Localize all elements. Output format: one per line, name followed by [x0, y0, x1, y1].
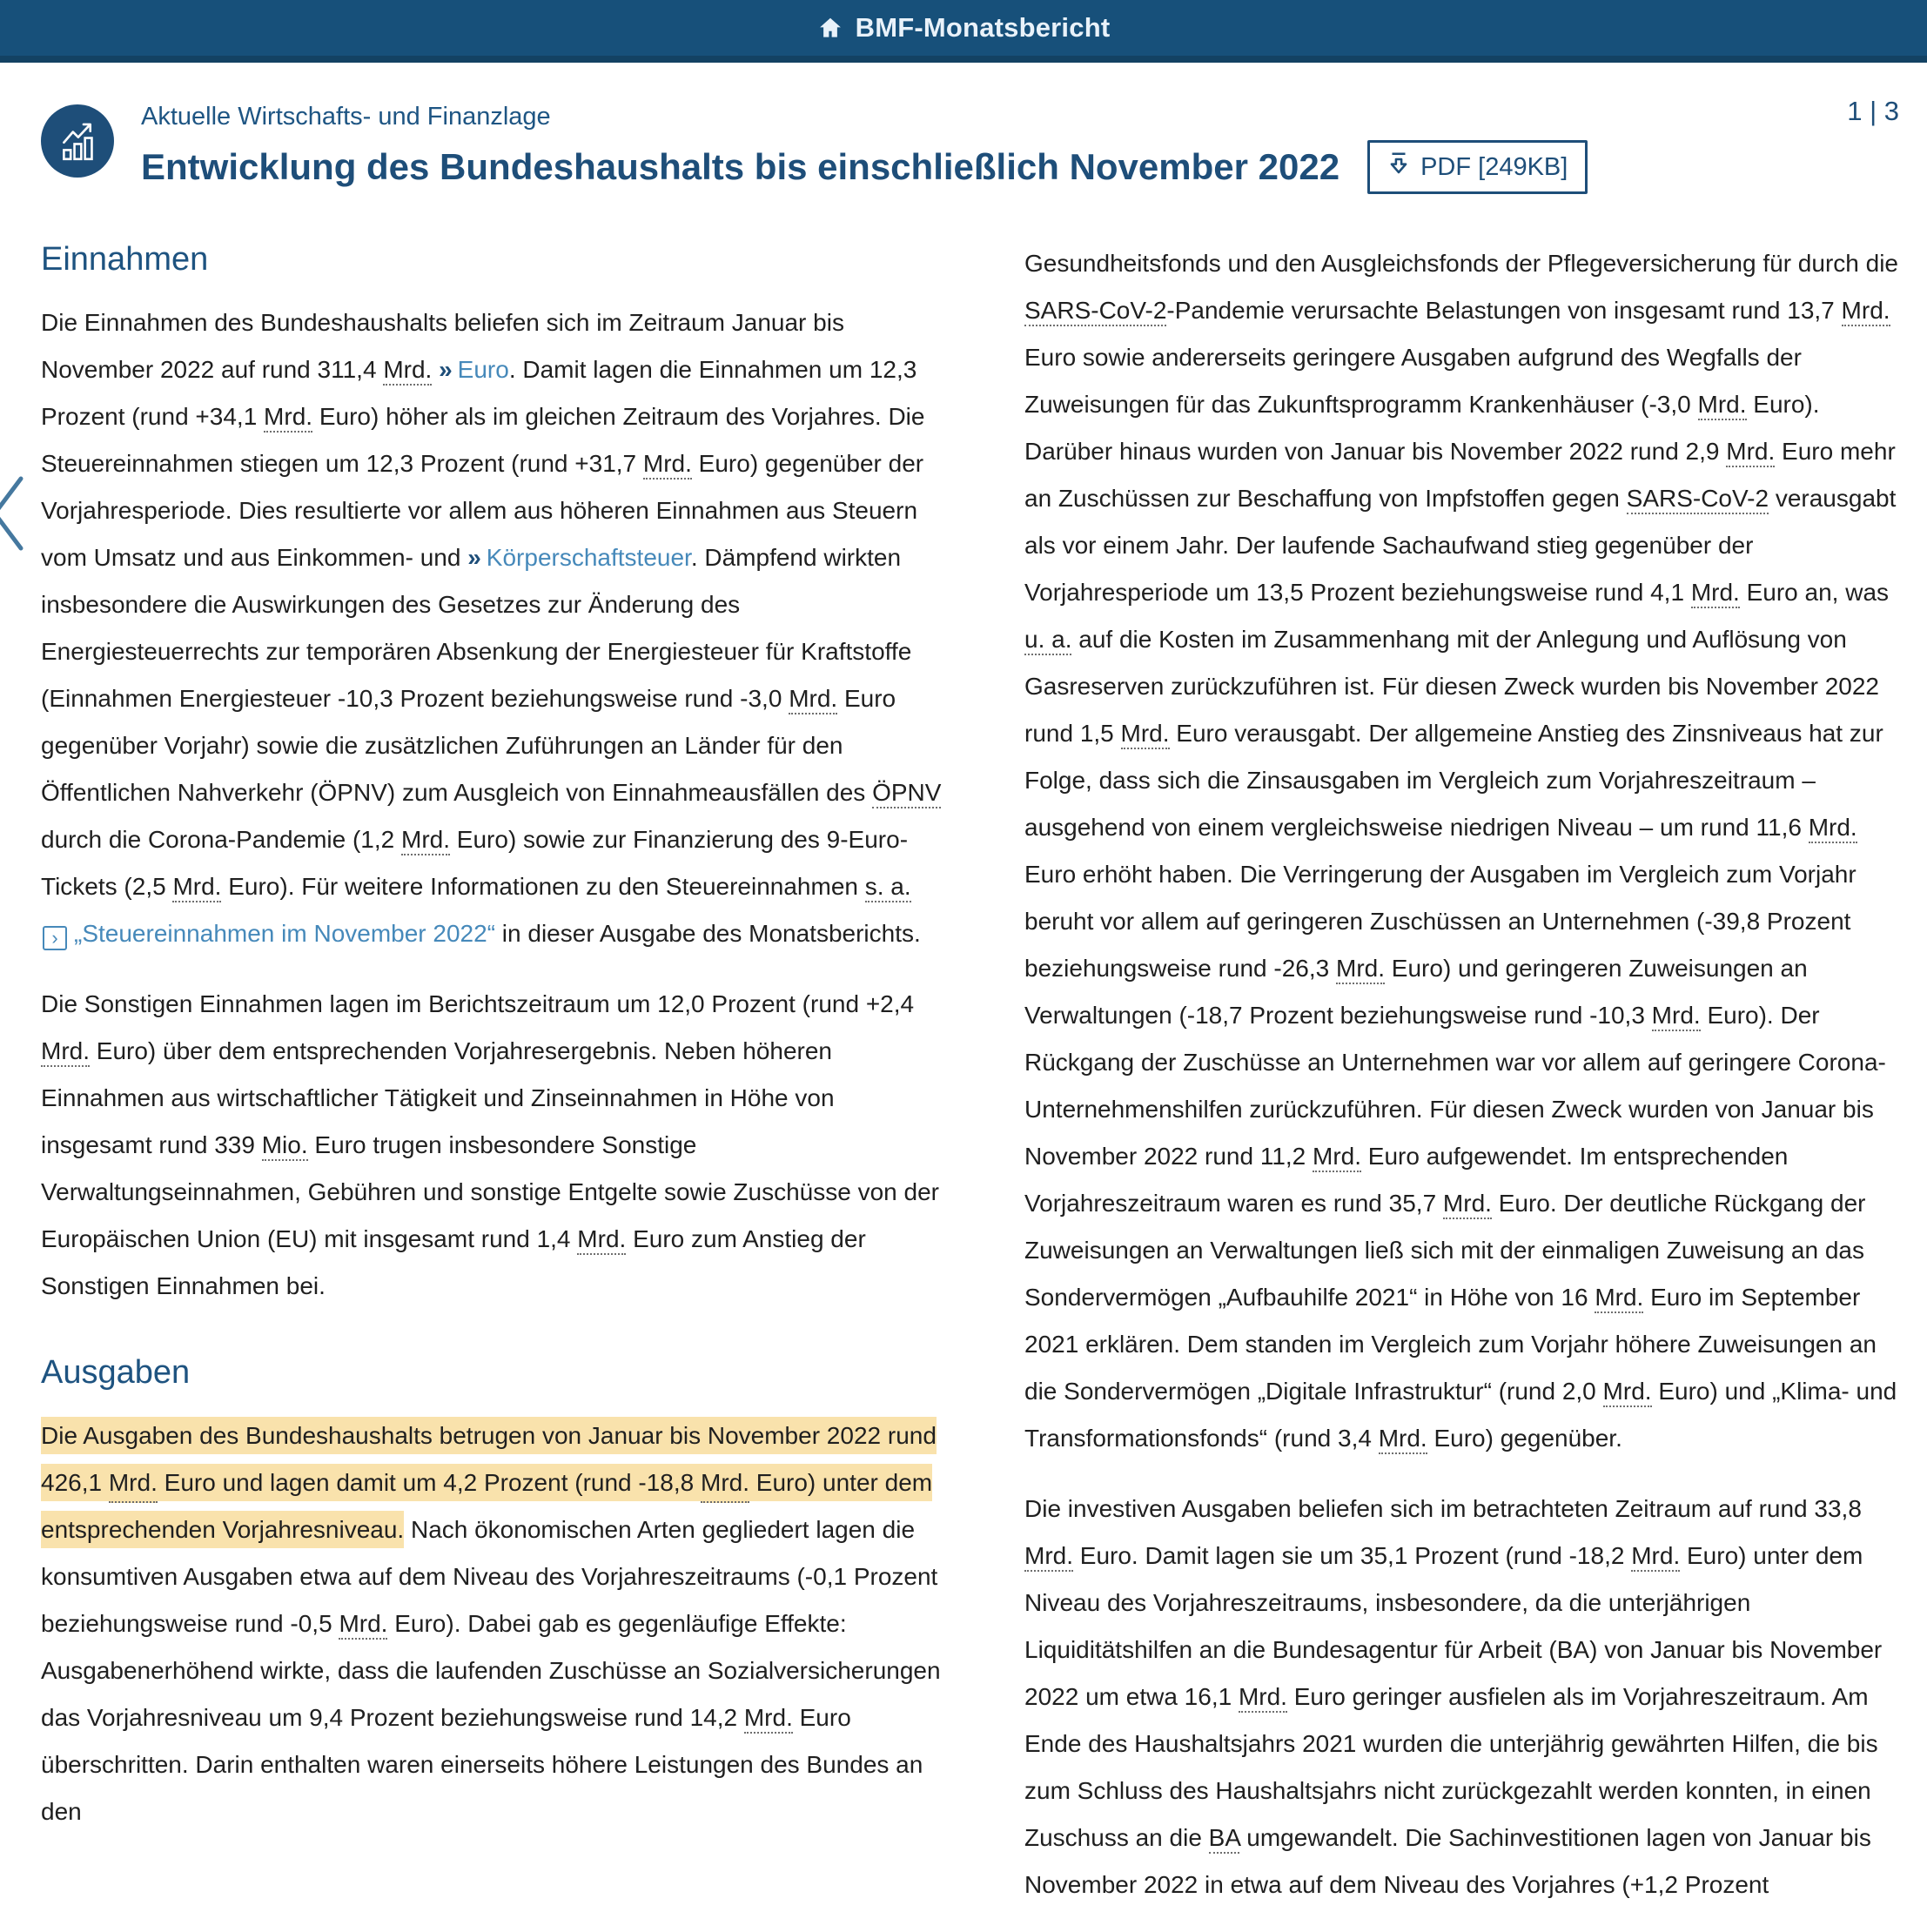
abbreviation: Mrd.	[1443, 1190, 1492, 1219]
right-column	[1024, 240, 1912, 1932]
abbreviation: Mrd.	[1726, 438, 1775, 467]
text-run: Euro) und geringeren Zuweisungen an Verwaltungen (-18,7 Prozent beziehungsweise rund -10,3	[1024, 955, 1808, 1029]
text-run: Euro) gegenüber der Vorjahresperiode. Dies resultierte vor allem aus höheren Einnahmen aus Steuern vom Umsatz und aus Einkommen- und	[41, 450, 924, 571]
text-run: auf die Kosten im Zusammenhang mit der Anlegung und Auflösung von Gasreserven zurückzuführen ist. Für diesen Zweck wurden bis November 2022 rund 1,5	[1024, 626, 1879, 747]
text-run: Euro sowie andererseits geringere Ausgaben aufgrund des Wegfalls der Zuweisungen für das Zukunftsprogramm Krankenhäuser (-3,0	[1024, 344, 1802, 418]
abbreviation: Mrd.	[1652, 1002, 1701, 1031]
text-run: Euro) unter dem Niveau des Vorjahreszeitraums, insbesondere, da die unterjährigen Liquiditätshilfen an die Bundesagentur für Arbeit (BA) von Januar bis November 2022 um etwa 16,1	[1024, 1542, 1883, 1710]
section-heading-ausgaben: Ausgaben	[41, 1354, 191, 1391]
inline-link[interactable]: „Steuereinnahmen im November 2022“	[74, 920, 496, 947]
section-heading-einnahmen: Einnahmen	[41, 241, 209, 278]
text-run: Euro) gegenüber.	[1427, 1425, 1622, 1452]
abbreviation: Mrd.	[643, 450, 692, 480]
abbreviation: SARS-CoV-2	[1024, 297, 1166, 326]
abbreviation: Mrd.	[1121, 720, 1170, 749]
text-run: Gesundheitsfonds und den Ausgleichsfonds der Pflegeversicherung für durch die	[1024, 250, 1898, 277]
text-run: Euro trugen insbesondere Sonstige Verwaltungseinnahmen, Gebühren und sonstige Entgelte sowie Zuschüsse von der Europäischen Union (EU) mit insgesamt rund 1,4	[41, 1131, 939, 1252]
text-run: Euro) und „Klima- und Transformationsfonds“ (rund 3,4	[1024, 1378, 1897, 1452]
text-run: Die investiven Ausgaben beliefen sich im betrachteten Zeitraum auf rund 33,8	[1024, 1495, 1862, 1522]
home-icon	[817, 15, 843, 41]
article-header-text	[141, 101, 1588, 194]
text-run: umgewandelt. Die Sachinvestitionen lagen von Januar bis November 2022 in etwa auf dem Niveau des Vorjahres (+1,2 Prozent	[1024, 1824, 1871, 1898]
abbreviation: Mrd.	[1336, 955, 1385, 984]
text-run: Die Sonstigen Einnahmen lagen im Berichtszeitraum um 12,0 Prozent (rund +2,4	[41, 990, 915, 1017]
abbreviation: Mrd.	[1631, 1542, 1680, 1572]
text-run: Euro. Der deutliche Rückgang der Zuweisungen an Verwaltungen ließ sich mit der einmaligen Zuweisung an das Sondervermögen „Aufbauhilfe 2021“ in Höhe von 16	[1024, 1190, 1866, 1311]
inline-link[interactable]: Euro	[457, 356, 509, 383]
abbreviation: SARS-CoV-2	[1627, 485, 1769, 514]
internal-link-box-icon: ›	[43, 926, 67, 950]
text-run: Euro mehr an Zuschüssen zur Beschaffung von Impfstoffen gegen	[1024, 438, 1896, 512]
text-run: Euro gegenüber Vorjahr) sowie die zusätzlichen Zuführungen an Länder für den Öffentlichen Nahverkehr (ÖPNV) zum Ausgleich von Einnahmeausfällen des	[41, 685, 896, 806]
abbreviation: Mrd.	[1603, 1378, 1652, 1407]
text-run: Euro an, was	[1739, 579, 1890, 606]
bar-chart-trend-icon	[41, 104, 114, 178]
abbreviation: ÖPNV	[872, 779, 941, 808]
two-column-text	[0, 240, 1927, 1932]
text-run	[432, 356, 439, 383]
text-run: durch die Corona-Pandemie (1,2	[41, 826, 402, 853]
abbreviation: Mrd.	[1595, 1284, 1643, 1313]
breadcrumb-category-link[interactable]: Aktuelle Wirtschafts- und Finanzlage	[141, 103, 551, 131]
chevron-left-icon[interactable]	[0, 472, 28, 555]
text-run: Euro geringer ausfielen als im Vorjahreszeitraum. Am Ende des Haushaltsjahrs 2021 wurden die unterjährig gewährten Hilfen, die bis zum Schluss des Haushaltsjahrs nicht zurückgezahlt werden konnten, in einen Zuschuss an die	[1024, 1683, 1878, 1851]
paragraph-einnahmen-2	[41, 981, 942, 1310]
text-run: verausgabt als vor einem Jahr. Der laufende Sachaufwand stieg gegenüber der Vorjahresperiode um 13,5 Prozent beziehungsweise rund 4,1	[1024, 485, 1897, 606]
abbreviation: Mrd.	[339, 1610, 387, 1640]
text-run: Euro) höher als im gleichen Zeitraum des Vorjahres. Die Steuereinnahmen stiegen um 12,3 Prozent (rund +31,7	[41, 403, 925, 477]
page-indicator: 1 | 3	[1847, 96, 1899, 126]
text-run: . Damit lagen die Einnahmen um 12,3 Prozent (rund +34,1	[41, 356, 917, 430]
left-column	[41, 240, 942, 1932]
abbreviation: Mrd.	[577, 1225, 626, 1255]
abbreviation: Mrd.	[1313, 1143, 1361, 1172]
text-run: Euro überschritten. Darin enthalten waren einerseits höhere Leistungen des Bundes an den	[41, 1704, 923, 1825]
inline-link[interactable]: Körperschaftsteuer	[486, 544, 691, 571]
text-run: Die Einnahmen des Bundeshaushalts beliefen sich im Zeitraum Januar bis November 2022 auf rund 311,4	[41, 309, 844, 383]
abbreviation: Mrd.	[1698, 391, 1747, 420]
abbreviation: Mrd.	[401, 826, 450, 855]
abbreviation: Mrd.	[789, 685, 837, 714]
text-run: Euro). Darüber hinaus wurden von Januar bis November 2022 rund 2,9	[1024, 391, 1820, 465]
abbreviation: Mrd.	[264, 403, 312, 433]
paragraph-right-1	[1024, 240, 1912, 1462]
paragraph-ausgaben-1	[41, 1412, 942, 1835]
abbreviation: BA	[1209, 1824, 1240, 1854]
abbreviation: Mrd.	[1691, 579, 1740, 608]
link-chevron-icon: »	[439, 356, 452, 383]
page-title: Entwicklung des Bundeshaushalts bis einschließlich November 2022	[141, 146, 1340, 187]
article-header	[41, 96, 1899, 194]
pdf-button-label: PDF [249KB]	[1420, 152, 1568, 181]
text-run: Euro erhöht haben. Die Verringerung der Ausgaben im Vergleich zum Vorjahr beruht vor allem auf geringeren Zuschüssen an Unternehmen (-39,8 Prozent beziehungsweise rund -26,3	[1024, 861, 1856, 982]
abbreviation: s. a.	[865, 873, 911, 902]
abbreviation: Mrd.	[1842, 297, 1890, 326]
text-run: Euro). Der Rückgang der Zuschüsse an Unternehmen war vor allem auf geringere Corona-Unternehmenshilfen zurückzuführen. Für diesen Zweck wurden von Januar bis November 2022 rund 11,2	[1024, 1002, 1886, 1170]
abbreviation: Mrd.	[172, 873, 221, 902]
abbreviation: Mrd.	[744, 1704, 793, 1734]
text-run: Euro) sowie zur Finanzierung des 9-Euro-Tickets (2,5	[41, 826, 909, 900]
abbreviation: Mrd.	[41, 1037, 90, 1067]
text-run: Euro) unter dem entsprechenden Vorjahresniveau.	[41, 1464, 932, 1548]
text-run: -Pandemie verursachte Belastungen von insgesamt rund 13,7	[1166, 297, 1842, 324]
text-run: in dieser Ausgabe des Monatsberichts.	[495, 920, 921, 947]
abbreviation: Mrd.	[1809, 814, 1857, 843]
download-icon	[1387, 151, 1410, 184]
paragraph-einnahmen-1	[41, 299, 942, 957]
text-run: Euro und lagen damit um 4,2 Prozent (rund -18,8	[158, 1464, 701, 1501]
link-chevron-icon: »	[467, 544, 480, 571]
abbreviation: Mrd.	[109, 1464, 158, 1503]
text-run: Euro im September 2021 erklären. Dem standen im Vergleich zum Vorjahr höhere Zuweisungen an die Sondervermögen „Digitale Infrastruktur“ (rund 2,0	[1024, 1284, 1877, 1405]
top-bar-title: BMF-Monatsbericht	[855, 12, 1111, 43]
abbreviation: Mio.	[262, 1131, 308, 1161]
text-run: Euro). Dabei gab es gegenläufige Effekte: Ausgabenerhöhend wirkte, dass die laufenden Zuschüsse an Sozialversicherungen das Vorjahresniveau um 9,4 Prozent beziehungsweise rund 14,2	[41, 1610, 941, 1731]
text-run: Euro aufgewendet. Im entsprechenden Vorjahreszeitraum waren es rund 35,7	[1024, 1143, 1789, 1217]
top-bar	[0, 0, 1927, 63]
abbreviation: u. a.	[1024, 626, 1071, 655]
text-run: Euro verausgabt. Der allgemeine Anstieg des Zinsniveaus hat zur Folge, dass sich die Zinsausgaben im Vergleich zum Vorjahreszeitraum – ausgehend von einem vergleichsweise niedrigen Niveau – um rund 11,6	[1024, 720, 1883, 841]
text-run: Die Ausgaben des Bundeshaushalts betrugen von Januar bis November 2022 rund 426,1	[41, 1417, 937, 1501]
top-bar-home-link[interactable]	[817, 12, 1111, 44]
paragraph-right-2	[1024, 1486, 1912, 1909]
abbreviation: Mrd.	[383, 356, 432, 386]
article	[0, 96, 1927, 1932]
pdf-download-button[interactable]	[1367, 140, 1588, 194]
abbreviation: Mrd.	[1239, 1683, 1287, 1713]
text-run: Euro) über dem entsprechenden Vorjahresergebnis. Neben höheren Einnahmen aus wirtschaftlicher Tätigkeit und Zinseinnahmen in Höhe von insgesamt rund 339	[41, 1037, 835, 1158]
text-run: . Dämpfend wirkten insbesondere die Auswirkungen des Gesetzes zur Änderung des Energiesteuerrechts zur temporären Absenkung der Energiesteuer für Kraftstoffe (Einnahmen Energiesteuer -10,3 Prozent beziehungsweise rund -3,0	[41, 544, 912, 712]
abbreviation: Mrd.	[701, 1464, 749, 1503]
text-run: Euro zum Anstieg der Sonstigen Einnahmen bei.	[41, 1225, 866, 1299]
text-run: Euro). Für weitere Informationen zu den Steuereinnahmen	[221, 873, 865, 900]
abbreviation: Mrd.	[1379, 1425, 1427, 1454]
text-run: Nach ökonomischen Arten gegliedert lagen die konsumtiven Ausgaben etwa auf dem Niveau des Vorjahreszeitraums (-0,1 Prozent beziehungsweise rund -0,5	[41, 1516, 938, 1637]
abbreviation: Mrd.	[1024, 1542, 1073, 1572]
text-run: Euro. Damit lagen sie um 35,1 Prozent (rund -18,2	[1073, 1542, 1632, 1569]
